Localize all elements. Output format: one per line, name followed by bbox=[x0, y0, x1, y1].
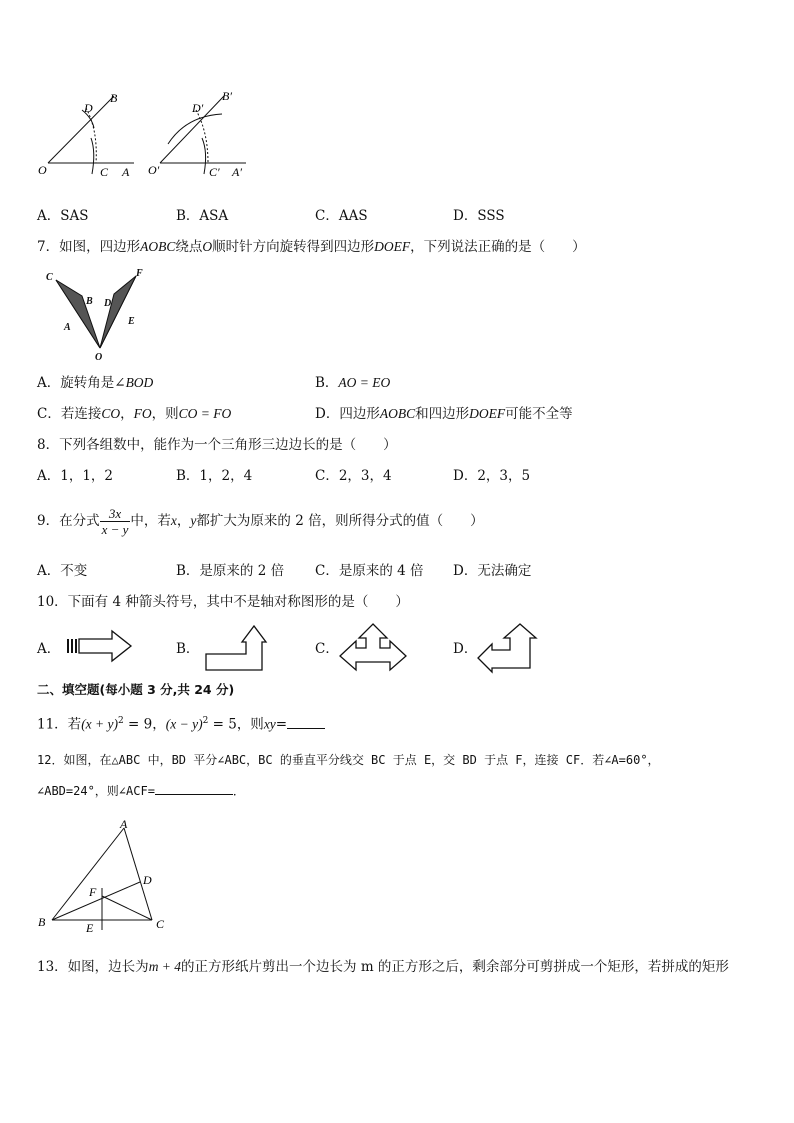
rotation-figure bbox=[42, 266, 152, 362]
q10-option-b-label: B． bbox=[176, 641, 200, 657]
label-b: B bbox=[86, 296, 93, 307]
q6-option-a: A．SAS bbox=[37, 208, 89, 224]
q7-option-b: B．AO = EO bbox=[315, 375, 391, 391]
q10-option-d-label: D． bbox=[453, 641, 478, 657]
angle-figure-right bbox=[146, 86, 258, 180]
q12-answer-blank[interactable] bbox=[155, 794, 233, 795]
q10-option-c-label: C． bbox=[315, 641, 339, 657]
label-o-prime: O′ bbox=[148, 163, 160, 177]
label-b: B bbox=[38, 915, 46, 929]
q10-stem: 10．下面有 4 种箭头符号，其中不是轴对称图形的是（ ） bbox=[37, 594, 409, 610]
label-a-prime: A′ bbox=[232, 165, 242, 179]
label-a: A bbox=[64, 322, 71, 333]
label-c: C bbox=[156, 917, 165, 931]
q11-answer-blank[interactable] bbox=[287, 728, 325, 729]
label-a: A bbox=[122, 165, 130, 179]
q9-stem: 9．在分式 $\frac{3x}{x - y}$ 中，若x，y都扩大为原来的 2 倍，则所得分式的值（ ） bbox=[37, 506, 484, 537]
q8-option-a: A．1，1，2 bbox=[37, 468, 114, 484]
label-b-prime: B′ bbox=[222, 89, 232, 103]
label-d-prime: D′ bbox=[192, 101, 204, 115]
label-a: A bbox=[120, 817, 128, 831]
q11-stem: 11．若$(x + y)^2 = 9$，$(x - y)^2 = 5$，则xy= bbox=[37, 712, 325, 734]
q8-option-d: D．2，3，5 bbox=[453, 468, 531, 484]
q8-option-c: C．2，3，4 bbox=[315, 468, 392, 484]
arrow-a-icon bbox=[66, 629, 134, 665]
q7-option-a: A．旋转角是∠BOD bbox=[37, 375, 154, 391]
label-o: O bbox=[95, 352, 103, 363]
q10-option-a-label: A． bbox=[37, 641, 61, 657]
label-d: D bbox=[104, 298, 112, 309]
q6-option-d: D．SSS bbox=[453, 208, 505, 224]
label-b: B bbox=[110, 91, 118, 105]
label-o: O bbox=[38, 163, 47, 177]
label-e: E bbox=[128, 316, 135, 327]
label-d: D bbox=[84, 101, 93, 115]
q8-option-b: B．1，2，4 bbox=[176, 468, 253, 484]
q6-option-c: C．AAS bbox=[315, 208, 368, 224]
arrow-d-icon bbox=[476, 622, 540, 674]
section-heading: 二、填空题(每小题 3 分,共 24 分) bbox=[37, 682, 235, 697]
triangle-figure bbox=[36, 816, 176, 936]
label-c: C bbox=[100, 165, 109, 179]
label-f: F bbox=[89, 885, 97, 899]
q9-option-a: A．不变 bbox=[37, 563, 88, 579]
arrow-b-icon bbox=[204, 624, 268, 672]
q9-option-d: D．无法确定 bbox=[453, 563, 532, 579]
label-c: C bbox=[46, 272, 53, 283]
label-c-prime: C′ bbox=[209, 165, 220, 179]
q13-stem: 13．如图，边长为m + 4的正方形纸片剪出一个边长为 m 的正方形之后，剩余部分可剪拼成一个矩形，若拼成的矩形 bbox=[37, 959, 729, 975]
q9-option-c: C．是原来的 4 倍 bbox=[315, 563, 424, 579]
q7-stem: 7．如图，四边形AOBC绕点O顺时针方向旋转得到四边形DOEF，下列说法正确的是（ ） bbox=[37, 239, 586, 255]
label-e: E bbox=[86, 921, 94, 935]
q9-option-b: B．是原来的 2 倍 bbox=[176, 563, 285, 579]
q12-stem-line1: 12．如图，在△ABC 中，BD 平分∠ABC，BC 的垂直平分线交 BC 于点 E，交 BD 于点 F，连接 CF．若∠A=60°， bbox=[37, 753, 660, 767]
arrow-c-icon bbox=[338, 622, 408, 672]
label-f: F bbox=[136, 268, 143, 279]
q6-option-b: B．ASA bbox=[176, 208, 229, 224]
q8-stem: 8．下列各组数中，能作为一个三角形三边边长的是（ ） bbox=[37, 437, 397, 453]
q12-stem-line2: ∠ABD=24°，则∠ACF= ． bbox=[37, 784, 245, 798]
label-d: D bbox=[143, 873, 152, 887]
angle-figure-left bbox=[36, 88, 146, 180]
q7-option-d: D．四边形AOBC和四边形DOEF可能不全等 bbox=[315, 406, 573, 422]
q7-option-c: C．若连接CO，FO，则CO = FO bbox=[37, 406, 232, 422]
q9-fraction: $\frac{3x}{x - y}$ bbox=[101, 506, 129, 537]
